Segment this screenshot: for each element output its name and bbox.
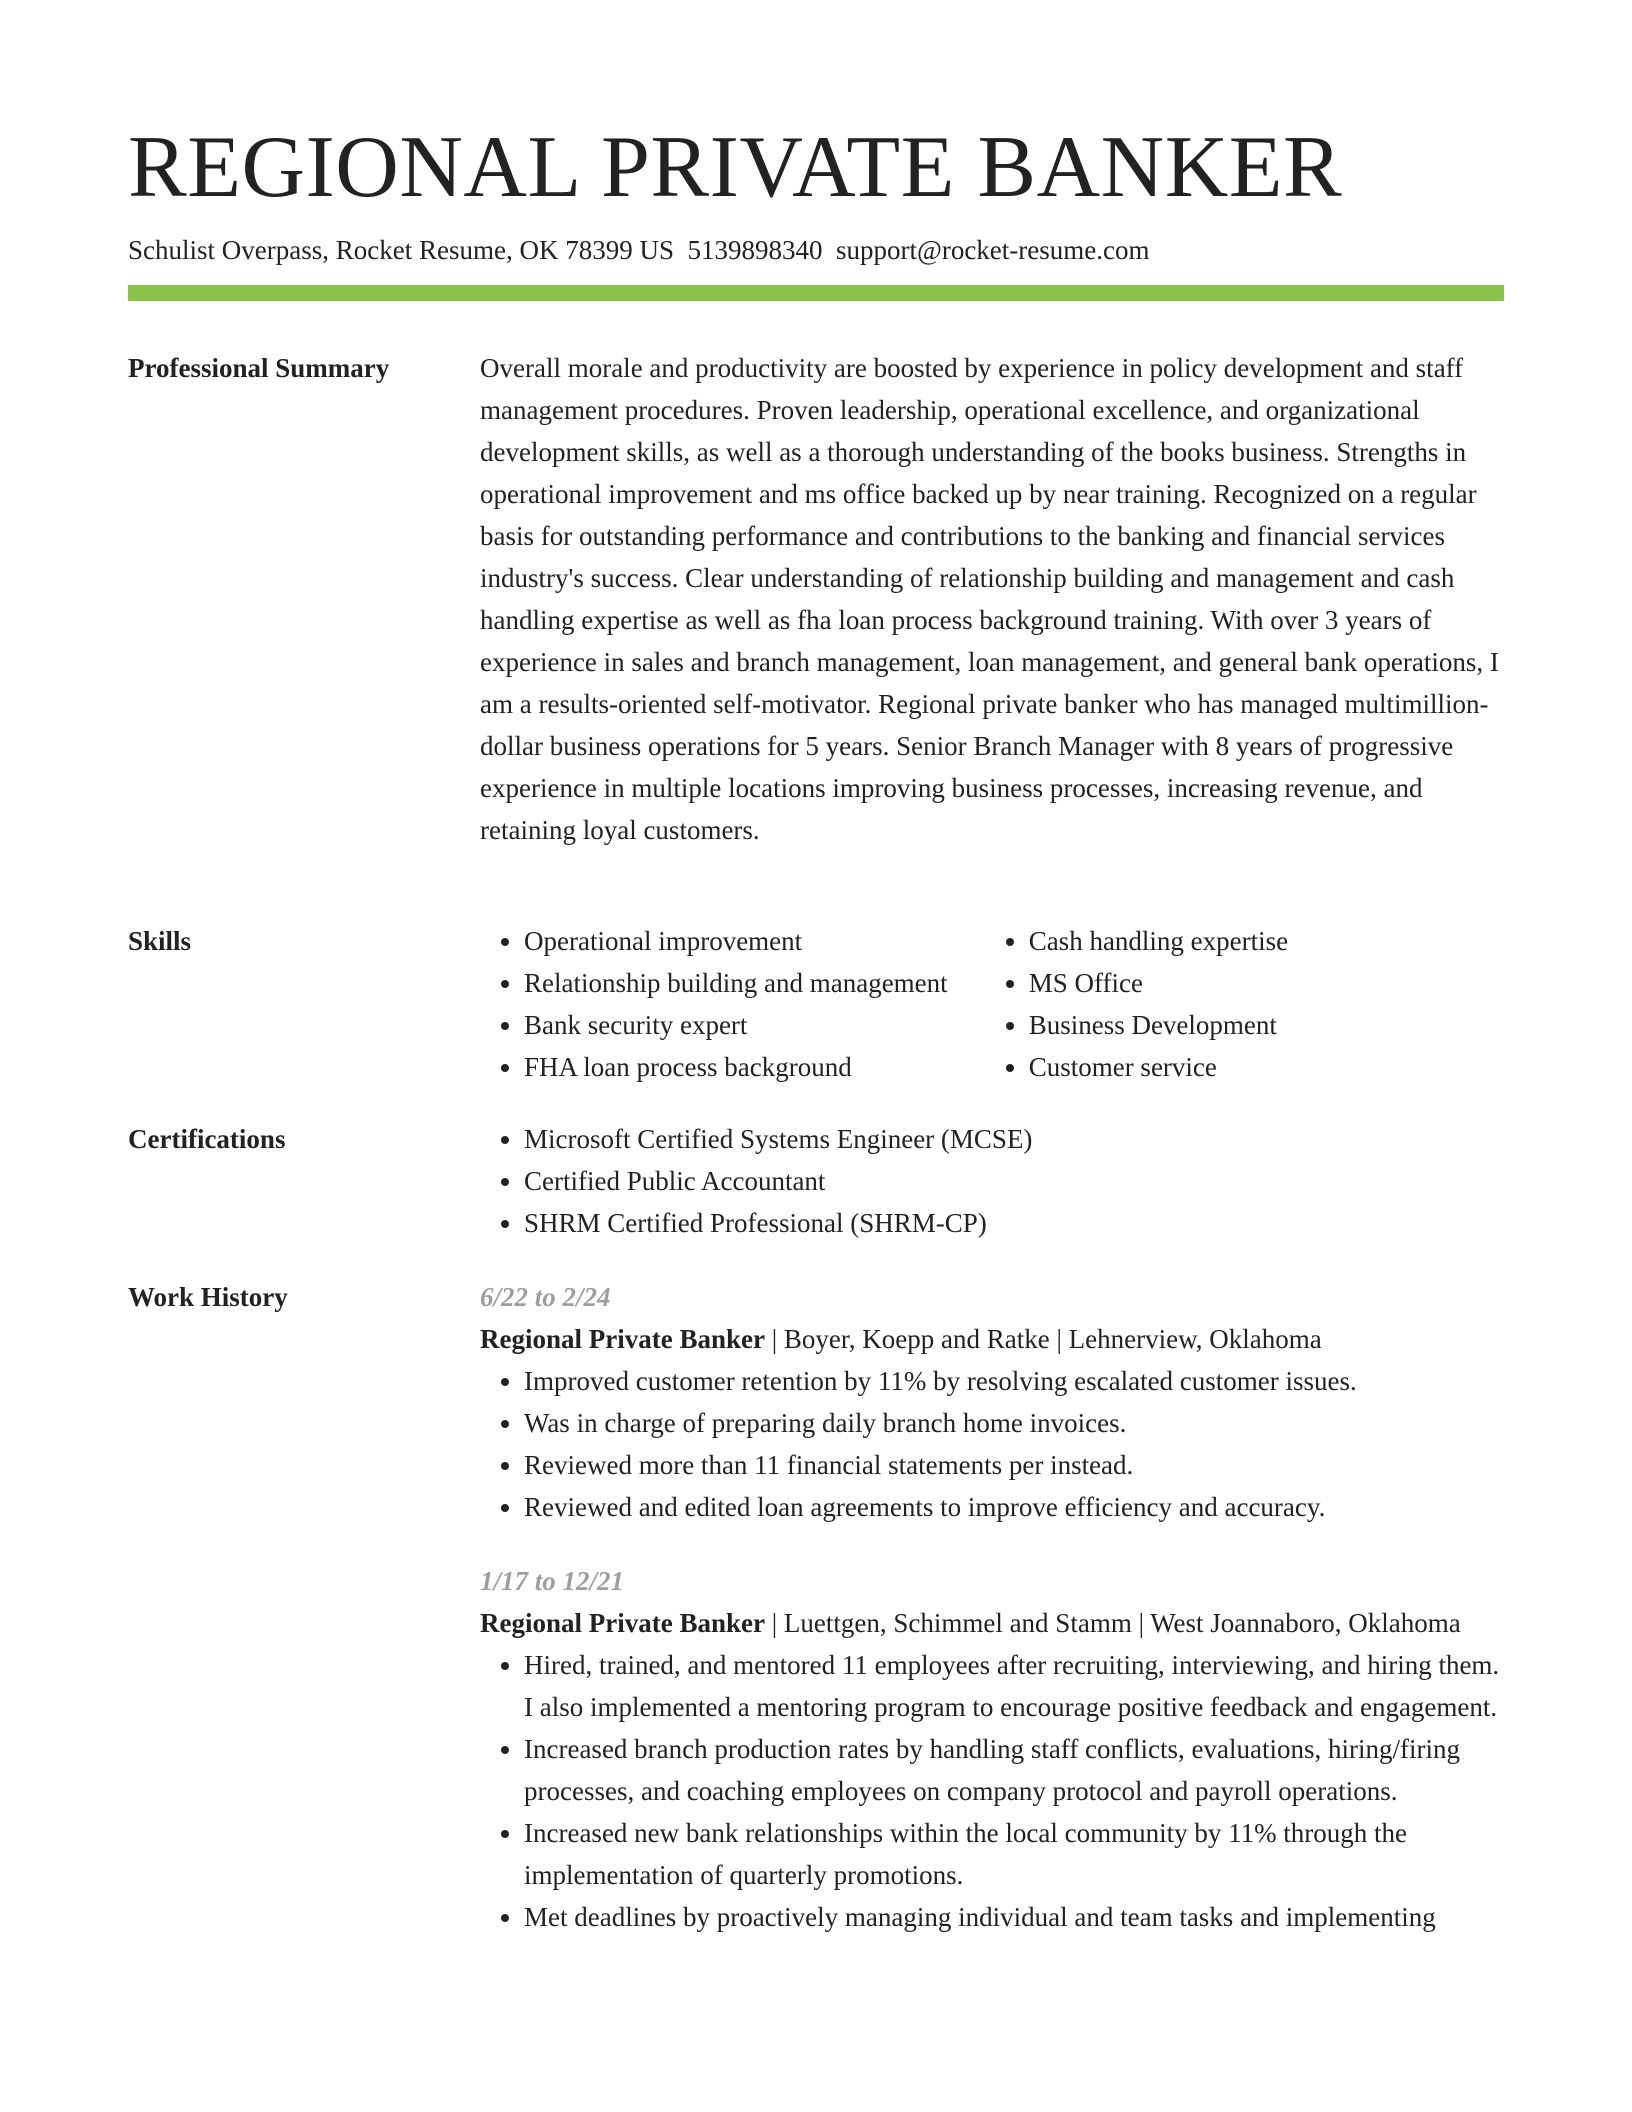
job-entry <box>480 1276 1504 1528</box>
summary-text: Overall morale and productivity are boosted by experience in policy development and staff management procedures. Proven leadership, operational excellence, and organizational development skills, as well as a thorough understanding of the books business. Strengths in operational improvement and ms office backed up by near training. Recognized on a regular basis for outstanding performance and contributions to the banking and financial services industry's success. Clear understanding of relationship building and management and cash handling expertise as well as fha loan process background training. With over 3 years of experience in sales and branch management, loan management, and general bank operations, I am a results-oriented self-motivator. Regional private banker who has managed multimillion-dollar business operations for 5 years. Senior Branch Manager with 8 years of progressive experience in multiple locations improving business processes, increasing revenue, and retaining loyal customers. <box>480 353 1499 845</box>
contact-line <box>128 232 1150 268</box>
skill-item: • Operational improvement <box>524 920 985 962</box>
job-bullet: • Reviewed more than 11 financial statements per instead. <box>524 1444 1504 1486</box>
summary-body <box>480 347 1504 851</box>
page-title: REGIONAL PRIVATE BANKER <box>128 119 1343 216</box>
job-bullet: • Hired, trained, and mentored 11 employees after recruiting, interviewing, and hiring them. I also implemented a mentoring program to encourage positive feedback and engagement. <box>524 1644 1504 1728</box>
skills-list <box>480 920 1504 1088</box>
skill-item: • Cash handling expertise <box>1029 920 1504 962</box>
skill-item: • Bank security expert <box>524 1004 985 1046</box>
certifications-label: Certifications <box>128 1124 286 1154</box>
certification-item: • Microsoft Certified Systems Engineer (MCSE) <box>524 1118 1504 1160</box>
skill-item: • FHA loan process background <box>524 1046 985 1088</box>
work-history-body <box>480 1276 1504 1938</box>
contact-email: support@rocket-resume.com <box>835 235 1150 265</box>
contact-address: Schulist Overpass, Rocket Resume, OK 78399 US <box>128 235 674 265</box>
job-employer-location: | Luettgen, Schimmel and Stamm | West Joannaboro, Oklahoma <box>764 1608 1461 1638</box>
job-bullet-list <box>480 1644 1504 1938</box>
contact-phone: 5139898340 <box>687 235 823 265</box>
job-bullet: • Was in charge of preparing daily branch home invoices. <box>524 1402 1504 1444</box>
job-title: Regional Private Banker <box>480 1608 765 1638</box>
certification-item: • SHRM Certified Professional (SHRM-CP) <box>524 1202 1504 1244</box>
skill-item: • MS Office <box>1029 962 1504 1004</box>
job-entry <box>480 1560 1504 1938</box>
summary-label: Professional Summary <box>128 353 390 383</box>
job-bullet: • Improved customer retention by 11% by resolving escalated customer issues. <box>524 1360 1504 1402</box>
work-history-label: Work History <box>128 1282 288 1312</box>
certifications-list <box>480 1118 1504 1244</box>
skill-item: • Customer service <box>1029 1046 1504 1088</box>
skills-column-right <box>985 920 1504 1088</box>
job-bullet: • Met deadlines by proactively managing individual and team tasks and implementing <box>524 1896 1504 1938</box>
skill-item: • Business Development <box>1029 1004 1504 1046</box>
job-dates: 1/17 to 12/21 <box>480 1566 625 1596</box>
certification-item: • Certified Public Accountant <box>524 1160 1504 1202</box>
skills-label: Skills <box>128 926 192 956</box>
header-divider <box>128 285 1504 301</box>
job-bullet: • Reviewed and edited loan agreements to improve efficiency and accuracy. <box>524 1486 1504 1528</box>
job-dates: 6/22 to 2/24 <box>480 1282 611 1312</box>
job-heading <box>480 1318 1504 1360</box>
job-title: Regional Private Banker <box>480 1324 765 1354</box>
skill-item: • Relationship building and management <box>524 962 985 1004</box>
job-bullet: • Increased branch production rates by handling staff conflicts, evaluations, hiring/firing processes, and coaching employees on company protocol and payroll operations. <box>524 1728 1504 1812</box>
certifications-body <box>480 1118 1504 1244</box>
job-employer-location: | Boyer, Koepp and Ratke | Lehnerview, Oklahoma <box>764 1324 1322 1354</box>
job-bullet: • Increased new bank relationships within the local community by 11% through the implementation of quarterly promotions. <box>524 1812 1504 1896</box>
skills-column-left <box>480 920 985 1088</box>
job-heading <box>480 1602 1504 1644</box>
job-bullet-list <box>480 1360 1504 1528</box>
